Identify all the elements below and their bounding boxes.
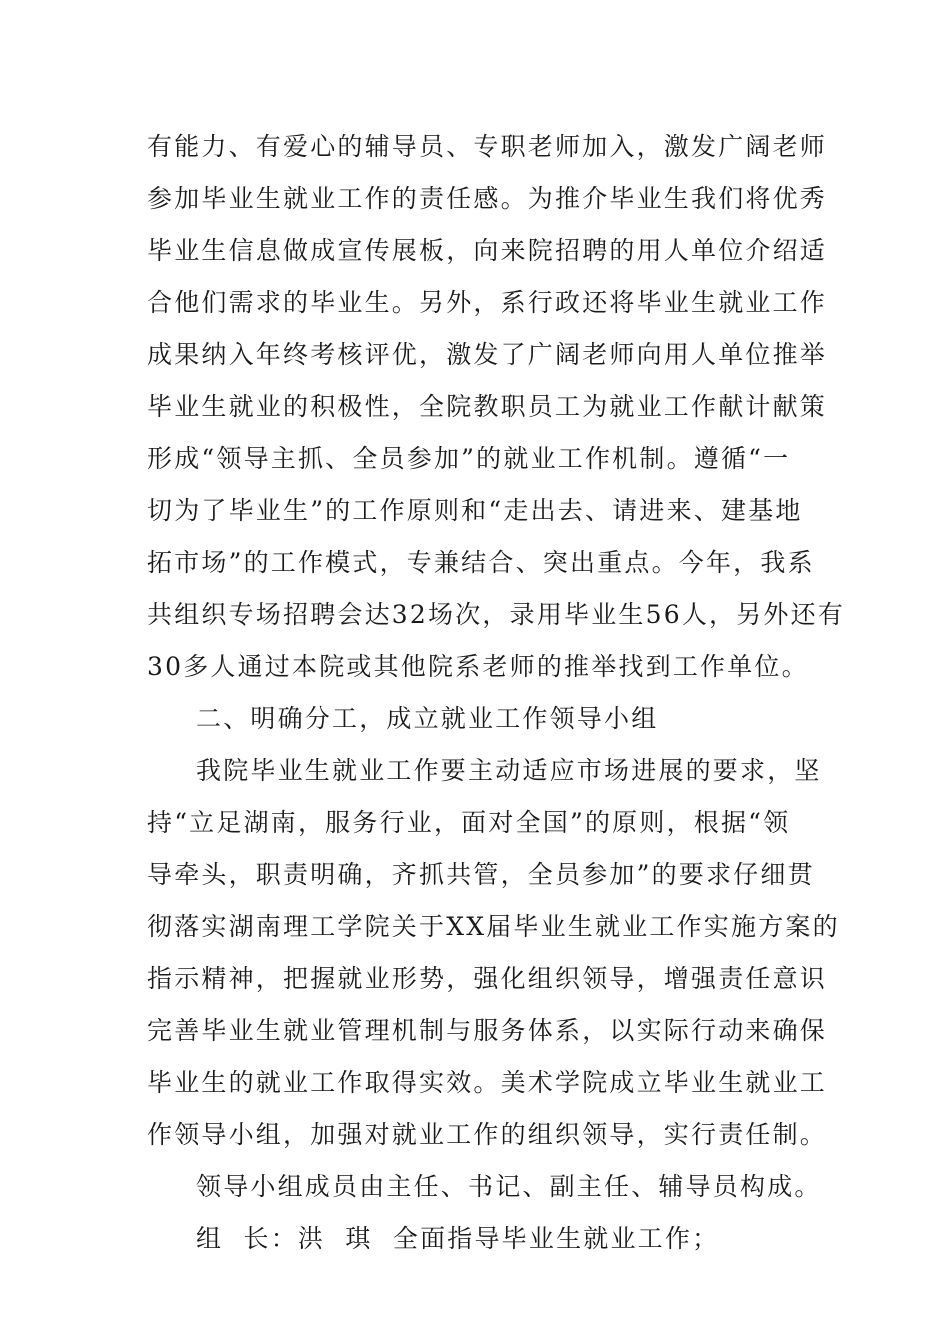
paragraph-line: 组 长：洪 琪 全面指导毕业生就业工作；: [196, 1224, 720, 1253]
paragraph-line: 形成“领导主抓、全员参加”的就业工作机制。遵循“一: [147, 444, 791, 473]
paragraph-line: 毕业生信息做成宣传展板，向来院招聘的用人单位介绍适: [147, 236, 828, 265]
paragraph-line: 合他们需求的毕业生。另外，系行政还将毕业生就业工作: [147, 288, 828, 317]
paragraph-line: 我院毕业生就业工作要主动适应市场进展的要求，坚: [196, 756, 822, 785]
paragraph-line: 作领导小组，加强对就业工作的组织领导，实行责任制。: [147, 1120, 828, 1149]
paragraph-line: 持“立足湖南，服务行业，面对全国”的原则，根据“领: [147, 808, 791, 837]
paragraph-line: 领导小组成员由主任、书记、副主任、辅导员构成。: [196, 1172, 822, 1201]
paragraph-line: 指示精神，把握就业形势，强化组织领导，增强责任意识: [147, 964, 828, 993]
paragraph-line: 毕业生的就业工作取得实效。美术学院成立毕业生就业工: [147, 1068, 828, 1097]
paragraph-line: 30多人通过本院或其他院系老师的推举找到工作单位。: [147, 652, 809, 681]
paragraph-line: 完善毕业生就业管理机制与服务体系，以实际行动来确保: [147, 1016, 828, 1045]
paragraph-line: 拓市场”的工作模式，专兼结合、突出重点。今年，我系: [147, 548, 815, 577]
paragraph-line: 有能力、有爱心的辅导员、专职老师加入，激发广阔老师: [147, 132, 828, 161]
paragraph-line: 毕业生就业的积极性，全院教职员工为就业工作献计献策: [147, 392, 828, 421]
paragraph-line: 切为了毕业生”的工作原则和“走出去、请进来、建基地: [147, 496, 803, 525]
section-heading: 二、明确分工，成立就业工作领导小组: [196, 704, 659, 733]
paragraph-line: 参加毕业生就业工作的责任感。为推介毕业生我们将优秀: [147, 184, 828, 213]
paragraph-line: 共组织专场招聘会达32场次，录用毕业生56人，另外还有: [147, 600, 846, 629]
paragraph-line: 彻落实湖南理工学院关于XX届毕业生就业工作实施方案的: [147, 912, 840, 941]
paragraph-line: 导牵头，职责明确，齐抓共管，全员参加”的要求仔细贯: [147, 860, 815, 889]
paragraph-line: 成果纳入年终考核评优，激发了广阔老师向用人单位推举: [147, 340, 828, 369]
